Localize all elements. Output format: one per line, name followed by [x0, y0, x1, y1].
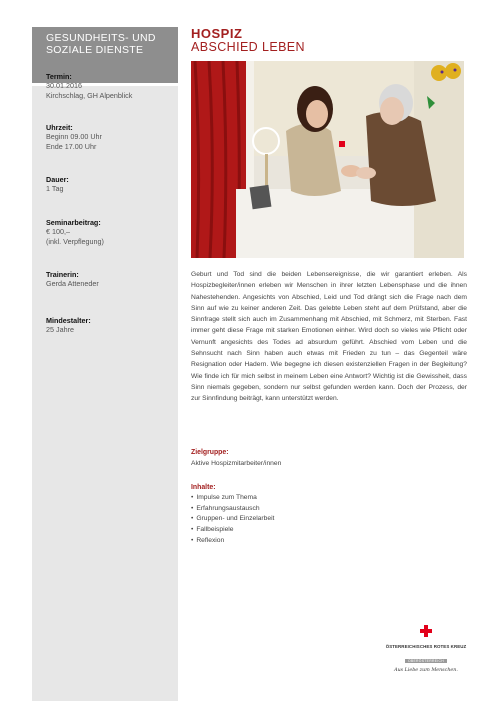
photo-illustration — [191, 61, 464, 258]
logo-region: OBERÖSTERREICH — [405, 659, 447, 663]
title-sub: ABSCHIED LEBEN — [191, 40, 305, 54]
uhrzeit-value: Beginn 09.00 Uhr Ende 17.00 Uhr — [46, 132, 102, 151]
dauer-label: Dauer: — [46, 175, 69, 184]
uhrzeit-block — [46, 123, 174, 152]
zielgruppe-section — [191, 448, 467, 469]
list-item: • Fallbeispiele — [191, 525, 467, 536]
hospice-photo — [191, 61, 464, 258]
dauer-value: 1 Tag — [46, 184, 64, 193]
red-cross-icon — [420, 625, 432, 637]
alter-value: 25 Jahre — [46, 325, 74, 334]
trainerin-block — [46, 270, 174, 289]
category-label: GESUNDHEITS- UND SOZIALE DIENSTE — [32, 27, 178, 83]
inhalte-list — [191, 493, 467, 547]
list-item: • Impulse zum Thema — [191, 493, 467, 504]
list-item: • Reflexion — [191, 536, 467, 547]
termin-value: 30.01.2016 Kirchschlag, GH Alpenblick — [46, 81, 133, 100]
alter-block — [46, 316, 174, 335]
description-text: Geburt und Tod sind die beiden Lebensereignisse, die wir garantiert erleben. Als Hospizbegleiter/innen erleben wir Menschen in ihrer letzten Lebensphase und die ihnen Nahestehenden. Angesichts von Abschied, Leid und Tod drängt sich die Frage nach dem Sinn auf wie zu keiner anderen Zeit. Das gelebte Leben steht auf dem Prüfstand, aber die Sinnfrage stellt sich auch im Zusammenhang mit Abschied, mit Schmerz, mit Sterben. Fast immer geht diese Frage mit starken Emotionen einher. Wird doch so vieles wie Pflicht oder Vernunft angesichts des Todes ad absurdum geführt. Abschied vom Leben und die Sehnsucht nach Sinn haben auch etwas mit Frieden zu tun – das Gegenteil wäre Resignation oder Hadern. Wie begegne ich diesen existenziellen Fragen in der Begleitung? Wie finde ich für mich selbst in meinem Leben eine Antwort? Wichtig ist die Gewissheit, dass Sinn niemals gegeben, sondern nur selbst gefunden werden kann. Doch der Prozess, der zur Sinnfindung beiträgt, kann unterstützt werden. — [191, 271, 467, 403]
trainerin-label: Trainerin: — [46, 270, 79, 279]
termin-block — [46, 72, 174, 101]
inhalte-label: Inhalte: — [191, 484, 216, 491]
dauer-block — [46, 175, 174, 194]
zielgruppe-value: Aktive Hospizmitarbeiter/innen — [191, 460, 282, 467]
list-item: • Gruppen- und Einzelarbeit — [191, 514, 467, 525]
trainerin-value: Gerda Atteneder — [46, 279, 99, 288]
beitrag-block — [46, 218, 174, 247]
info-sidebar — [32, 27, 178, 701]
title-main: HOSPIZ — [191, 26, 243, 41]
zielgruppe-label: Zielgruppe: — [191, 449, 229, 456]
logo-org-name: ÖSTERREICHISCHES ROTES KREUZ — [385, 644, 467, 649]
beitrag-label: Seminarbeitrag: — [46, 218, 101, 227]
termin-label: Termin: — [46, 72, 72, 81]
page-title — [191, 27, 305, 54]
inhalte-section — [191, 483, 467, 547]
red-cross-logo — [372, 624, 480, 684]
alter-label: Mindestalter: — [46, 316, 91, 325]
list-item: • Erfahrungsaustausch — [191, 504, 467, 515]
logo-slogan: Aus Liebe zum Menschen. — [394, 668, 458, 673]
uhrzeit-label: Uhrzeit: — [46, 123, 73, 132]
beitrag-value: € 100,– (inkl. Verpflegung) — [46, 227, 104, 246]
